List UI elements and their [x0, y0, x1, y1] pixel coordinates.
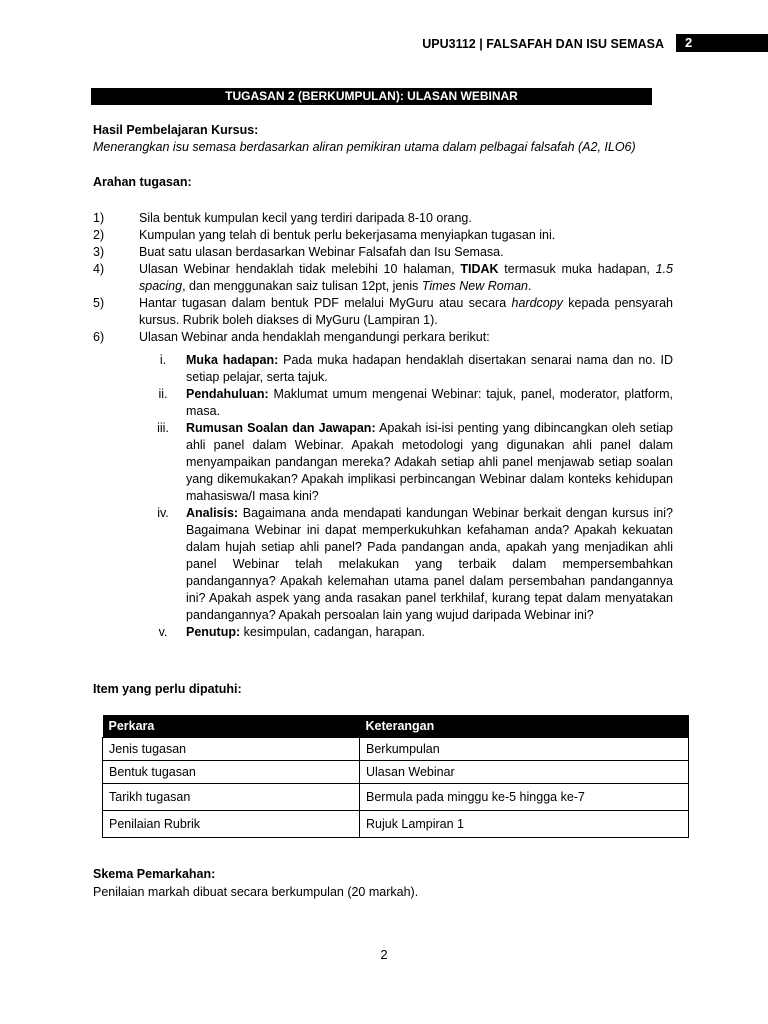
item-number: 4)	[93, 262, 105, 276]
table-cell: Jenis tugasan	[103, 738, 360, 761]
table-cell: Ulasan Webinar	[360, 761, 689, 784]
table-row	[103, 784, 689, 811]
footer-page-number: 2	[380, 947, 388, 962]
outcome-text: Menerangkan isu semasa berdasarkan aliran pemikiran utama dalam pelbagai falsafah (A2, ILO6)	[93, 140, 636, 154]
sub-list-item	[140, 420, 673, 505]
sub-list-item	[140, 505, 673, 624]
assignment-title: TUGASAN 2 (BERKUMPULAN): ULASAN WEBINAR	[91, 88, 652, 105]
header-page-number: 2	[676, 34, 768, 52]
item-text-part: termasuk muka hadapan,	[498, 262, 656, 276]
list-item	[93, 227, 673, 244]
requirements-table	[102, 715, 689, 838]
table-cell: Rujuk Lampiran 1	[360, 811, 689, 838]
table-row	[103, 811, 689, 838]
table-row	[103, 761, 689, 784]
scheme-text: Penilaian markah dibuat secara berkumpulan (20 markah).	[93, 885, 419, 899]
sub-item-label: Rumusan Soalan dan Jawapan:	[186, 421, 376, 435]
sub-item-body: Bagaimana anda mendapati kandungan Webinar berkait dengan kursus ini? Bagaimana Webinar ini dapat memperkukuhkan kefahaman anda? Apakah kekuatan dalam hujah setiap ahli panel? Pada pandangan anda, apakah yang menjadikan ahli panel Webinar telah melakukan yang terbaik dalam mempersembahkan pandangannya? Apakah kelemahan utama panel dalam persembahan pandangannya ini? Apakah aspek yang anda rasakan panel terkhilaf, kurang tepat dalam menyatakan pandangannya? Apakah persoalan lain yang wujud daripada Webinar ini?	[186, 506, 673, 622]
table-cell: Tarikh tugasan	[103, 784, 360, 811]
item-number: 3)	[93, 245, 105, 259]
sub-list-item	[140, 624, 673, 641]
sub-item-label: Analisis:	[186, 506, 239, 520]
header-course: UPU3112 | FALSAFAH DAN ISU SEMASA	[422, 37, 664, 51]
table-cell: Berkumpulan	[360, 738, 689, 761]
list-item	[93, 210, 673, 227]
sub-item-text	[186, 352, 673, 386]
column-header: Perkara	[103, 715, 360, 738]
instructions-heading: Arahan tugasan:	[93, 175, 192, 189]
sub-item-body: Maklumat umum mengenai Webinar: tajuk, panel, moderator, platform, masa.	[186, 387, 673, 418]
sub-item-number: iv.	[157, 506, 169, 520]
sub-item-body: kesimpulan, cadangan, harapan.	[240, 625, 426, 639]
sub-item-number: ii.	[158, 387, 168, 401]
sub-item-label: Penutup:	[186, 625, 241, 639]
item-text: Buat satu ulasan berdasarkan Webinar Falsafah dan Isu Semasa.	[139, 245, 504, 259]
table-header-row	[103, 715, 689, 738]
scheme-heading: Skema Pemarkahan:	[93, 867, 216, 881]
item-number: 6)	[93, 330, 105, 344]
item-text-part: .	[528, 279, 532, 293]
sub-item-body: Pada muka hadapan hendaklah disertakan senarai nama dan no. ID setiap pelajar, serta tajuk.	[186, 353, 673, 384]
items-heading: Item yang perlu dipatuhi:	[93, 682, 242, 696]
sub-item-text	[186, 505, 673, 624]
sub-list-item	[140, 386, 673, 420]
item-text-emphasis: TIDAK	[460, 262, 499, 276]
item-number: 5)	[93, 296, 105, 310]
sub-item-number: i.	[159, 353, 167, 367]
list-item	[93, 329, 673, 346]
sub-item-text	[186, 386, 673, 420]
sub-item-text	[186, 624, 673, 641]
item-text-part: , dan menggunakan saiz tulisan 12pt, jenis	[182, 279, 422, 293]
item-text-italic: hardcopy	[511, 296, 563, 310]
sub-item-number: iii.	[157, 421, 169, 435]
table-cell: Penilaian Rubrik	[103, 811, 360, 838]
sub-item-number: v.	[158, 625, 168, 639]
item-number: 1)	[93, 211, 105, 225]
item-text: Kumpulan yang telah di bentuk perlu bekerjasama menyiapkan tugasan ini.	[139, 228, 556, 242]
table-cell: Bermula pada minggu ke-5 hingga ke-7	[360, 784, 689, 811]
list-item	[93, 244, 673, 261]
sub-item-label: Pendahuluan:	[186, 387, 269, 401]
item-number: 2)	[93, 228, 105, 242]
column-header: Keterangan	[360, 715, 689, 738]
table-cell: Bentuk tugasan	[103, 761, 360, 784]
sub-item-label: Muka hadapan:	[186, 353, 279, 367]
sub-item-body: Apakah isi-isi penting yang dibincangkan oleh setiap ahli panel dalam Webinar. Apakah metodologi yang digunakan ahli panel dalam menyampaikan pandangan mereka? Adakah setiap ahli panel menjawab setiap soalan yang dikemukakan? Apakah implikasi perbincangan Webinar dalam konteks kehidupan mahasiswa/I masa kini?	[186, 421, 674, 503]
list-item	[93, 295, 673, 329]
outcome-heading: Hasil Pembelajaran Kursus:	[93, 123, 259, 137]
item-text-part: Hantar tugasan dalam bentuk PDF melalui MyGuru atau secara	[139, 296, 512, 310]
table-row	[103, 738, 689, 761]
sub-list-item	[140, 352, 673, 386]
instruction-list	[93, 210, 673, 346]
item-text-part: Ulasan Webinar hendaklah tidak melebihi 10 halaman,	[139, 262, 461, 276]
sub-item-list	[140, 352, 673, 641]
list-item	[93, 261, 673, 295]
item-text-italic: Times New Roman	[421, 279, 529, 293]
item-text-part: kepada pensyarah kursus. Rubrik boleh diakses di MyGuru (Lampiran 1).	[139, 296, 673, 327]
item-text-italic: 1.5 spacing	[139, 262, 674, 293]
item-text	[139, 261, 673, 295]
item-text: Sila bentuk kumpulan kecil yang terdiri daripada 8-10 orang.	[139, 211, 472, 225]
item-text: Ulasan Webinar anda hendaklah mengandungi perkara berikut:	[139, 330, 490, 344]
sub-item-text	[186, 420, 673, 505]
item-text	[139, 295, 673, 329]
